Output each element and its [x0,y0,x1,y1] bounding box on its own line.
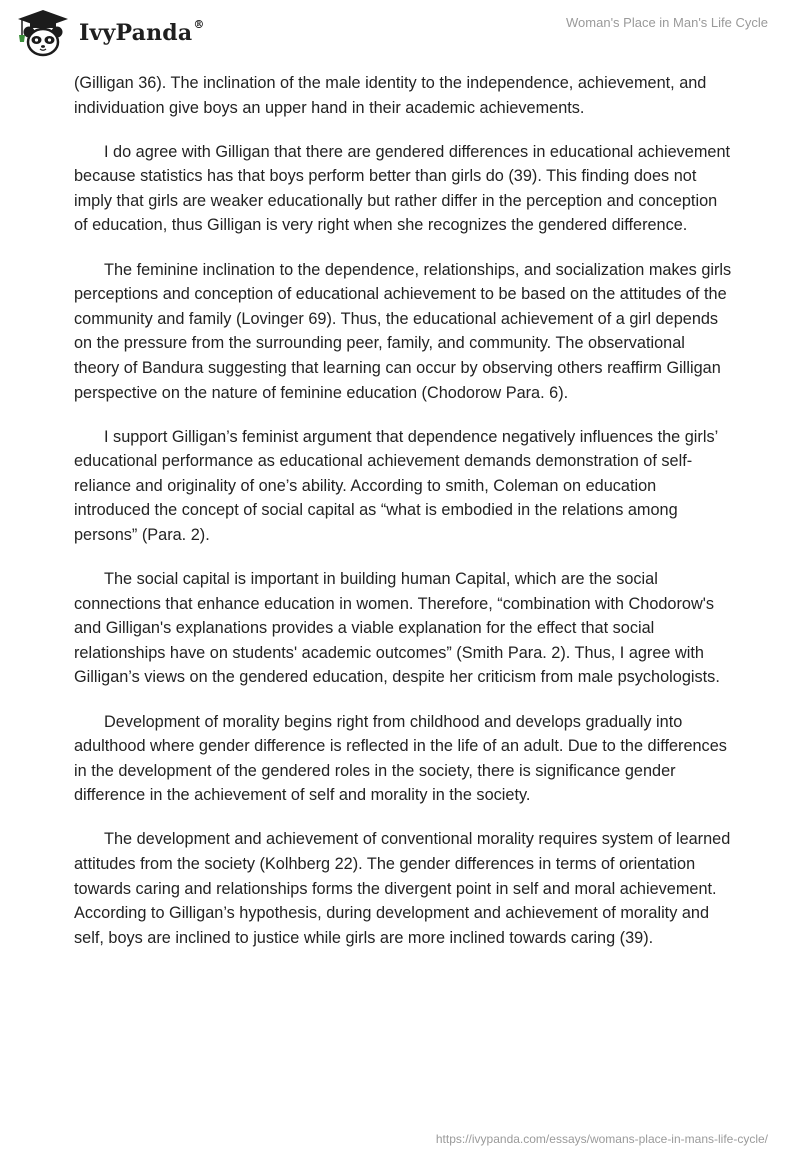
essay-body [74,71,734,970]
registered-mark: ® [193,17,205,31]
paragraph: Development of morality begins right from childhood and develops gradually into adulthood where gender difference is reflected in the life of an adult. Due to the differences in the development of the gendered roles in the society, there is significance gender difference in the achievement of self and morality in the society. [74,712,727,805]
paragraph: I do agree with Gilligan that there are gendered differences in educational achievement because statistics has that boys perform better than girls do (39). This finding does not imply that girls are weaker educationally but rather differ in the perception and conception of education, thus Gilligan is very right when she recognizes the gendered difference. [74,142,731,235]
source-url[interactable]: https://ivypanda.com/essays/womans-place-in-mans-life-cycle/ [435,1132,768,1146]
paragraph: (Gilligan 36). The inclination of the male identity to the independence, achievement, and individuation give boys an upper hand in their academic achievements. [74,74,707,117]
paragraph: The development and achievement of conventional morality requires system of learned attitudes from the society (Kolhberg 22). The gender differences in terms of orientation towards caring and relationships forms the divergent point in self and moral achievement. According to Gilligan’s hypothesis, during development and achievement of morality and self, boys are inclined to justice while girls are more inclined towards caring (39). [74,830,731,947]
paragraph: I support Gilligan’s feminist argument that dependence negatively influences the girls’ educational performance as educational achievement demands demonstration of self-reliance and originality of one’s ability. According to smith, Coleman on education introduced the concept of social capital as “what is embodied in the relations among persons” (Para. 2). [74,427,718,544]
document-title: Woman's Place in Man's Life Cycle [566,15,768,30]
panda-graduate-icon [14,8,72,58]
paragraph: The social capital is important in building human Capital, which are the social connections that enhance education in women. Therefore, “combination with Chodorow's and Gilligan's explanations provides a viable explanation for the effect that social relationships have on students' academic outcomes” (Smith Para. 2). Thus, I agree with Gilligan’s views on the gendered education, despite her criticism from male psychologists. [74,570,720,687]
paragraph: The feminine inclination to the dependence, relationships, and socialization makes girls perceptions and conception of educational achievement to be based on the attitudes of the community and family (Lovinger 69). Thus, the educational achievement of a girl depends on the pressure from the surrounding peer, family, and community. The observational theory of Bandura suggesting that learning can occur by observing others reaffirm Gilligan perspective on the nature of feminine education (Chodorow Para. 6). [74,260,732,402]
brand-name[interactable]: IvyPanda® [79,17,205,46]
page-header [0,0,800,68]
